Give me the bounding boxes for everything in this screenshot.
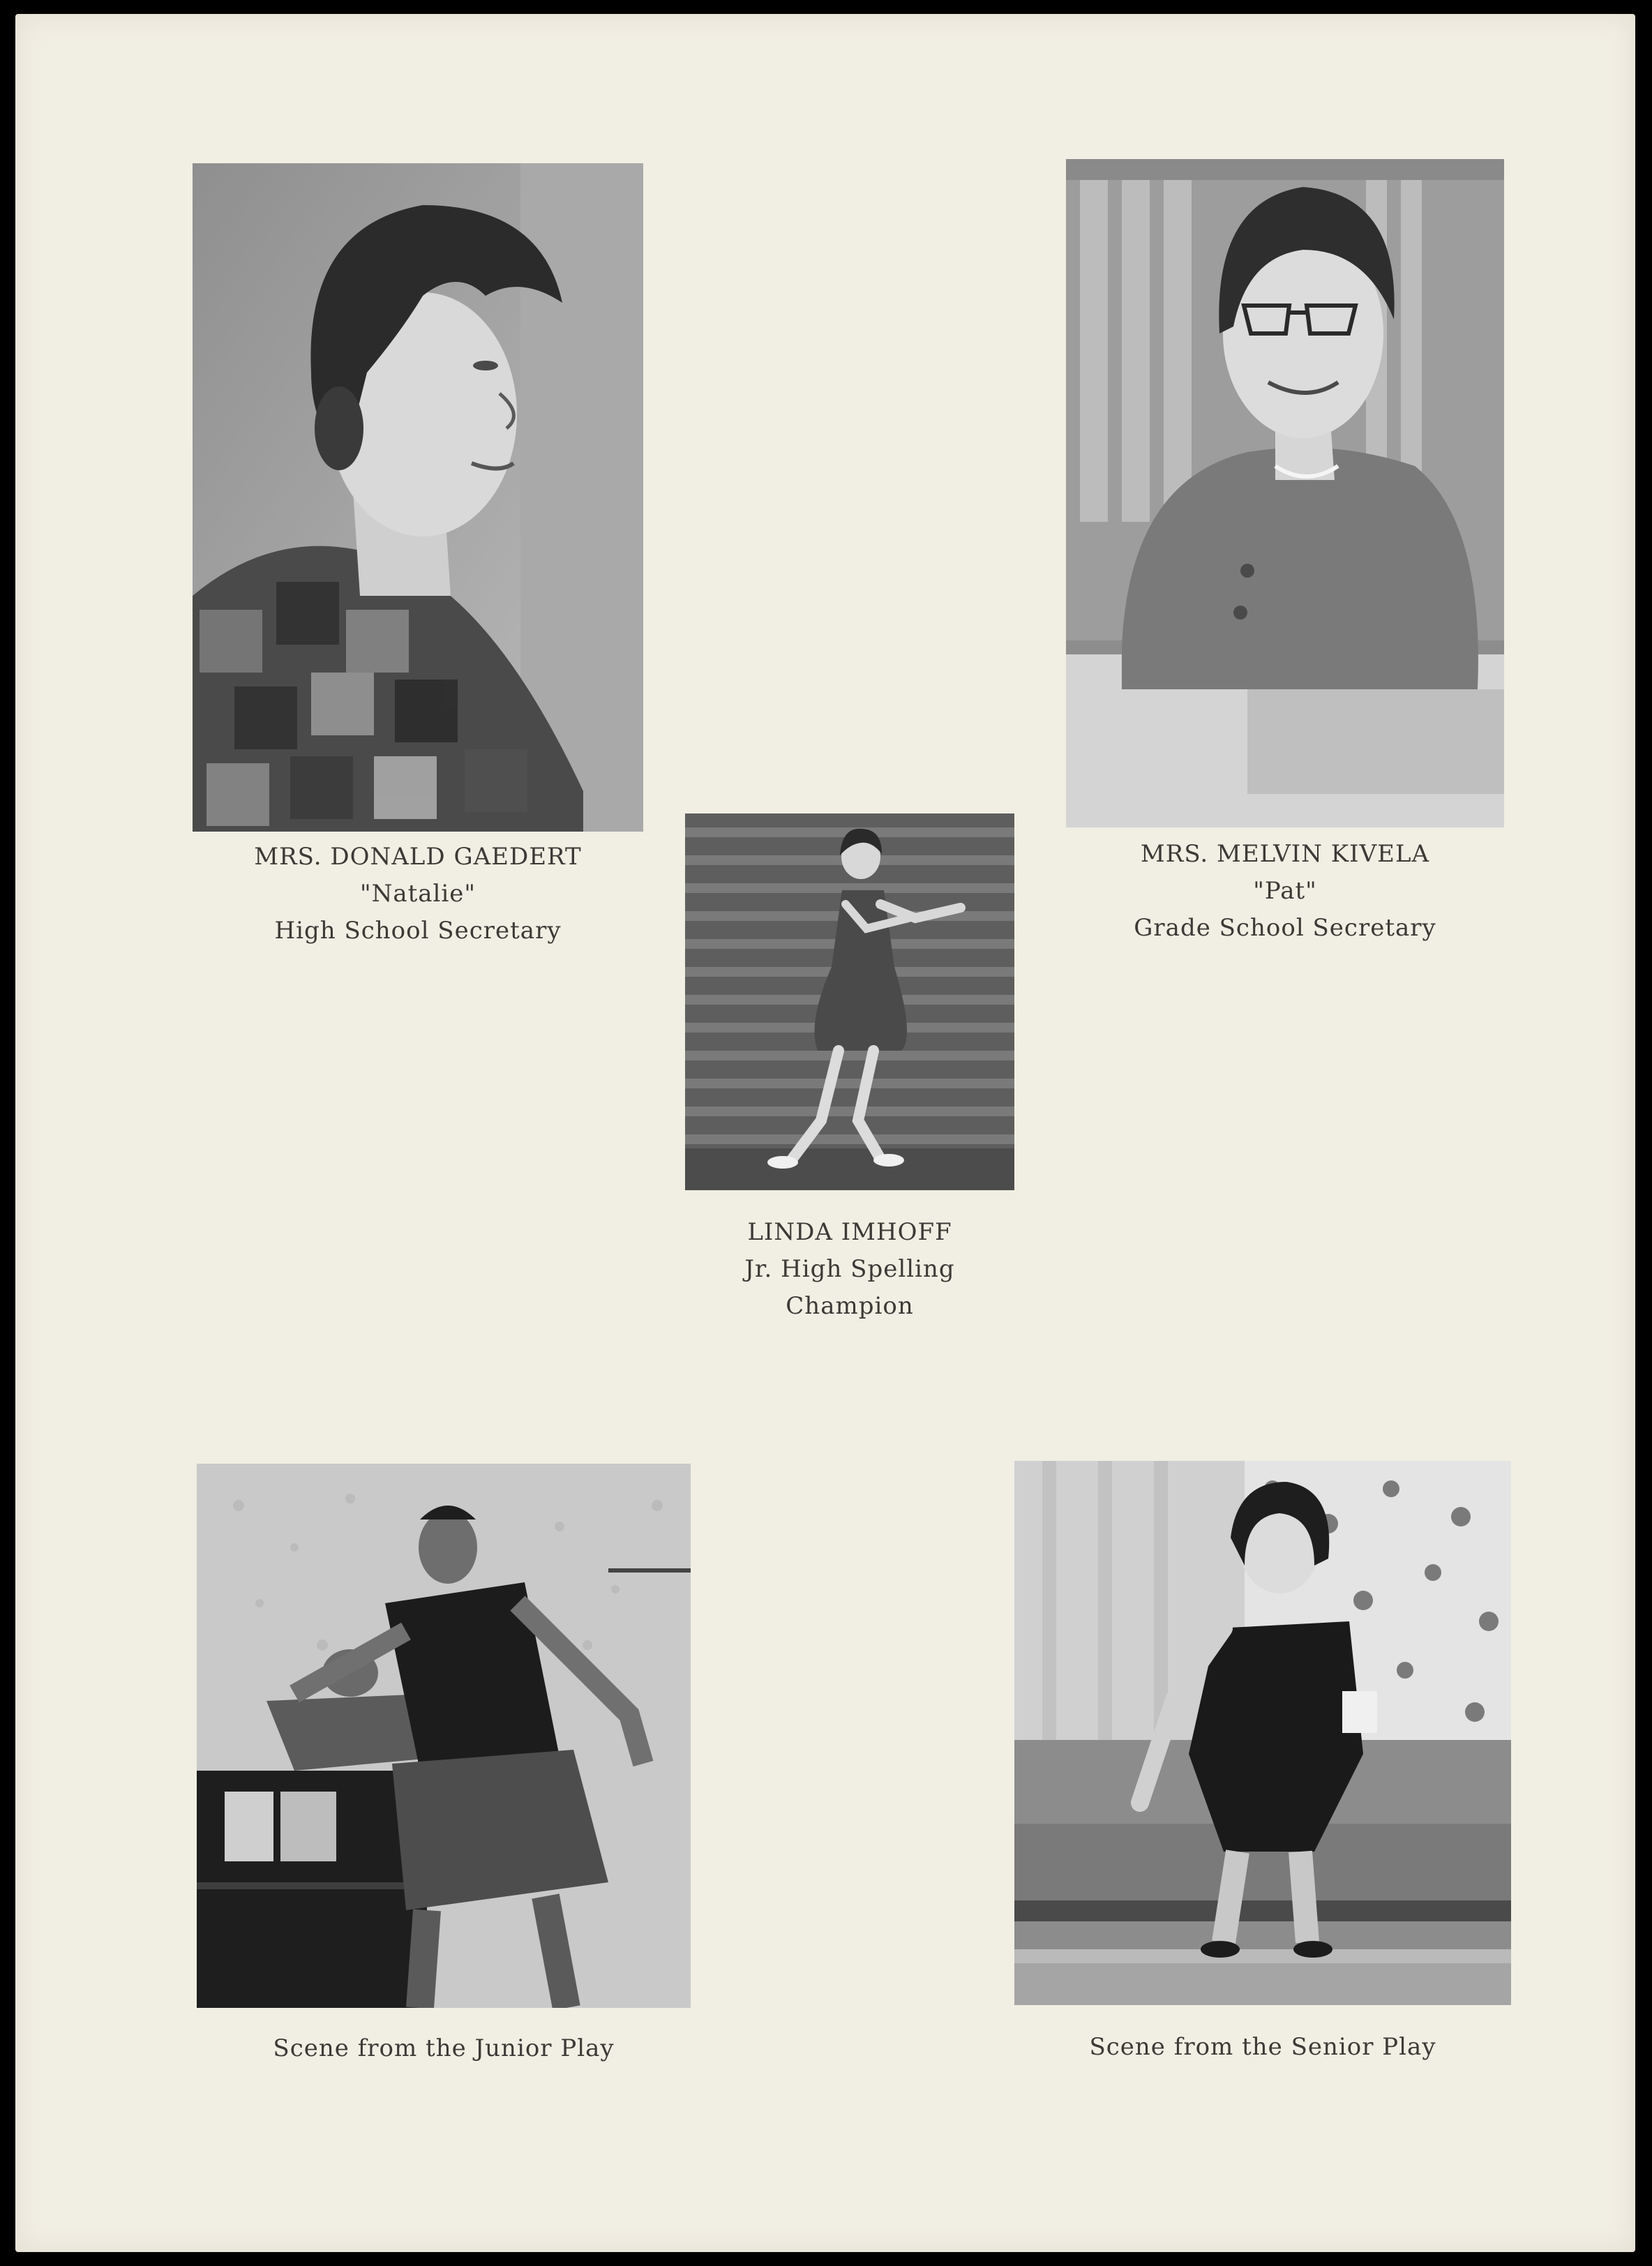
caption-senior-play (992, 2029, 1533, 2066)
caption-imhoff-line2: Jr. High Spelling (744, 1255, 955, 1283)
caption-gaedert-nickname: "Natalie" (359, 880, 476, 908)
caption-gaedert-name: MRS. DONALD GAEDERT (254, 843, 582, 871)
caption-imhoff-line3: Champion (786, 1292, 914, 1320)
photo-imhoff (685, 813, 1014, 1190)
photo-kivela-image (1066, 159, 1504, 827)
caption-senior-play-text: Scene from the Senior Play (1089, 2033, 1436, 2061)
photo-senior-play-image (1014, 1461, 1511, 2005)
caption-kivela-nickname: "Pat" (1253, 877, 1317, 905)
photo-kivela (1066, 159, 1504, 827)
caption-imhoff-name: LINDA IMHOFF (747, 1218, 952, 1246)
caption-gaedert-role: High School Secretary (274, 917, 562, 945)
photo-gaedert-image (193, 163, 643, 832)
caption-kivela-role: Grade School Secretary (1134, 914, 1436, 942)
photo-junior-play-image (197, 1464, 691, 2008)
photo-senior-play (1014, 1461, 1511, 2005)
caption-kivela (1066, 836, 1504, 947)
caption-junior-play-text: Scene from the Junior Play (273, 2034, 615, 2062)
caption-junior-play (176, 2030, 712, 2067)
yearbook-page (15, 14, 1635, 2252)
caption-gaedert (193, 839, 643, 950)
caption-imhoff (685, 1214, 1014, 1325)
photo-imhoff-image (685, 813, 1014, 1190)
caption-kivela-name: MRS. MELVIN KIVELA (1140, 840, 1430, 868)
photo-gaedert (193, 163, 643, 832)
photo-junior-play (197, 1464, 691, 2008)
